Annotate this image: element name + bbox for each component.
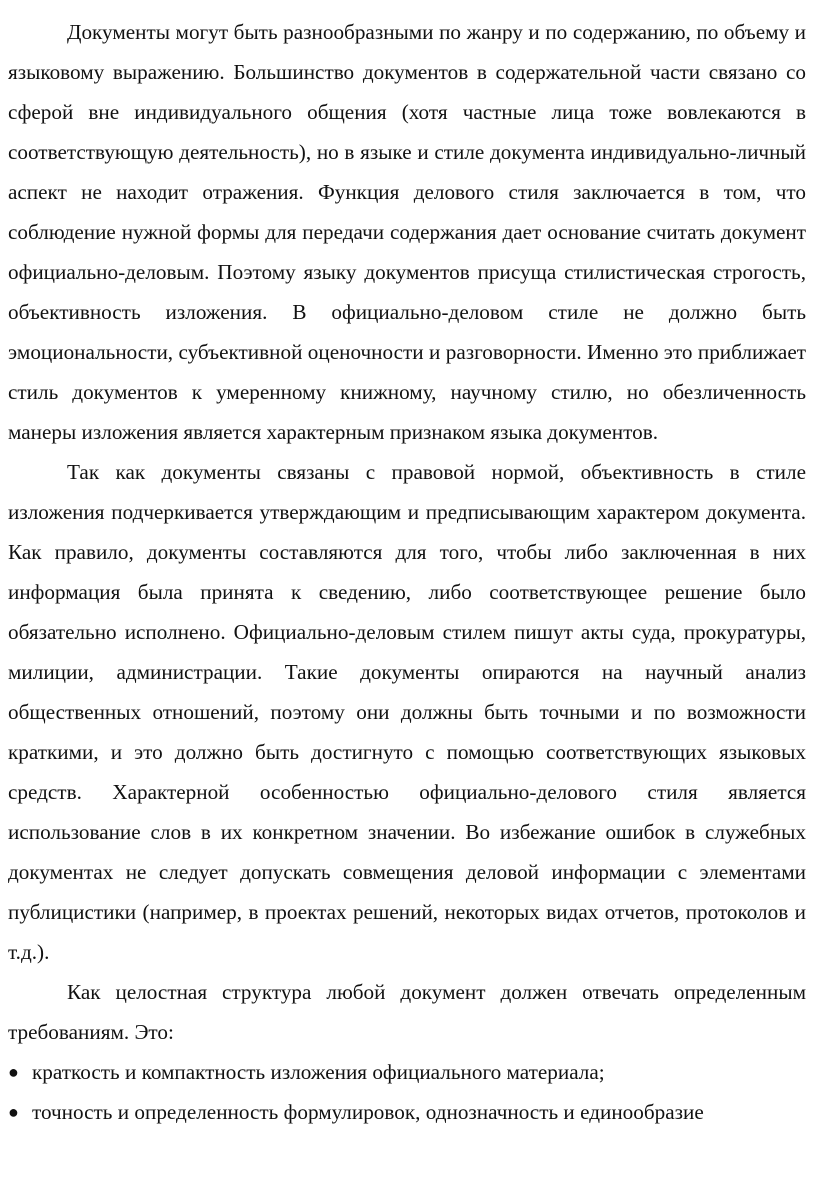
document-page: [8, 12, 806, 1132]
list-item: [8, 1052, 806, 1092]
list-item-text: точность и определенность формулировок, однозначность и единообразие: [32, 1100, 704, 1124]
bullet-dot-icon: ●: [8, 1102, 19, 1122]
bullet-dot-icon: ●: [8, 1062, 19, 1082]
paragraph-legal-norm: Так как документы связаны с правовой нормой, объективность в стиле изложения подчеркивается утверждающим и предписывающим характером документа. Как правило, документы составляются для того, чтобы либо заключенная в них информация была принята к сведению, либо соответствующее решение было обязательно исполнено. Официально-деловым стилем пишут акты суда, прокуратуры, милиции, администрации. Такие документы опираются на научный анализ общественных отношений, поэтому они должны быть точными и по возможности краткими, и это должно быть достигнуто с помощью соответствующих языковых средств. Характерной особенностью официально-делового стиля является использование слов в их конкретном значении. Во избежание ошибок в служебных документах не следует допускать совмещения деловой информации с элементами публицистики (например, в проектах решений, некоторых видах отчетов, протоколов и т.д.).: [8, 460, 806, 964]
list-item: [8, 1092, 806, 1132]
paragraph-documents-variety: Документы могут быть разнообразными по жанру и по содержанию, по объему и языковому выражению. Большинство документов в содержательной части связано со сферой вне индивидуального общения (хотя частные лица тоже вовлекаются в соответствующую деятельность), но в языке и стиле документа индивидуально-личный аспект не находит отражения. Функция делового стиля заключается в том, что соблюдение нужной формы для передачи содержания дает основание считать документ официально-деловым. Поэтому языку документов присуща стилистическая строгость, объективность изложения. В официально-деловом стиле не должно быть эмоциональности, субъективной оценочности и разговорности. Именно это приближает стиль документов к умеренному книжному, научному стилю, но обезличенность манеры изложения является характерным признаком языка документов.: [8, 20, 806, 444]
requirements-list: [8, 1052, 806, 1132]
list-item-text: краткость и компактность изложения официального материала;: [32, 1060, 605, 1084]
paragraph-requirements-intro: Как целостная структура любой документ должен отвечать определенным требованиям. Это:: [8, 980, 806, 1044]
